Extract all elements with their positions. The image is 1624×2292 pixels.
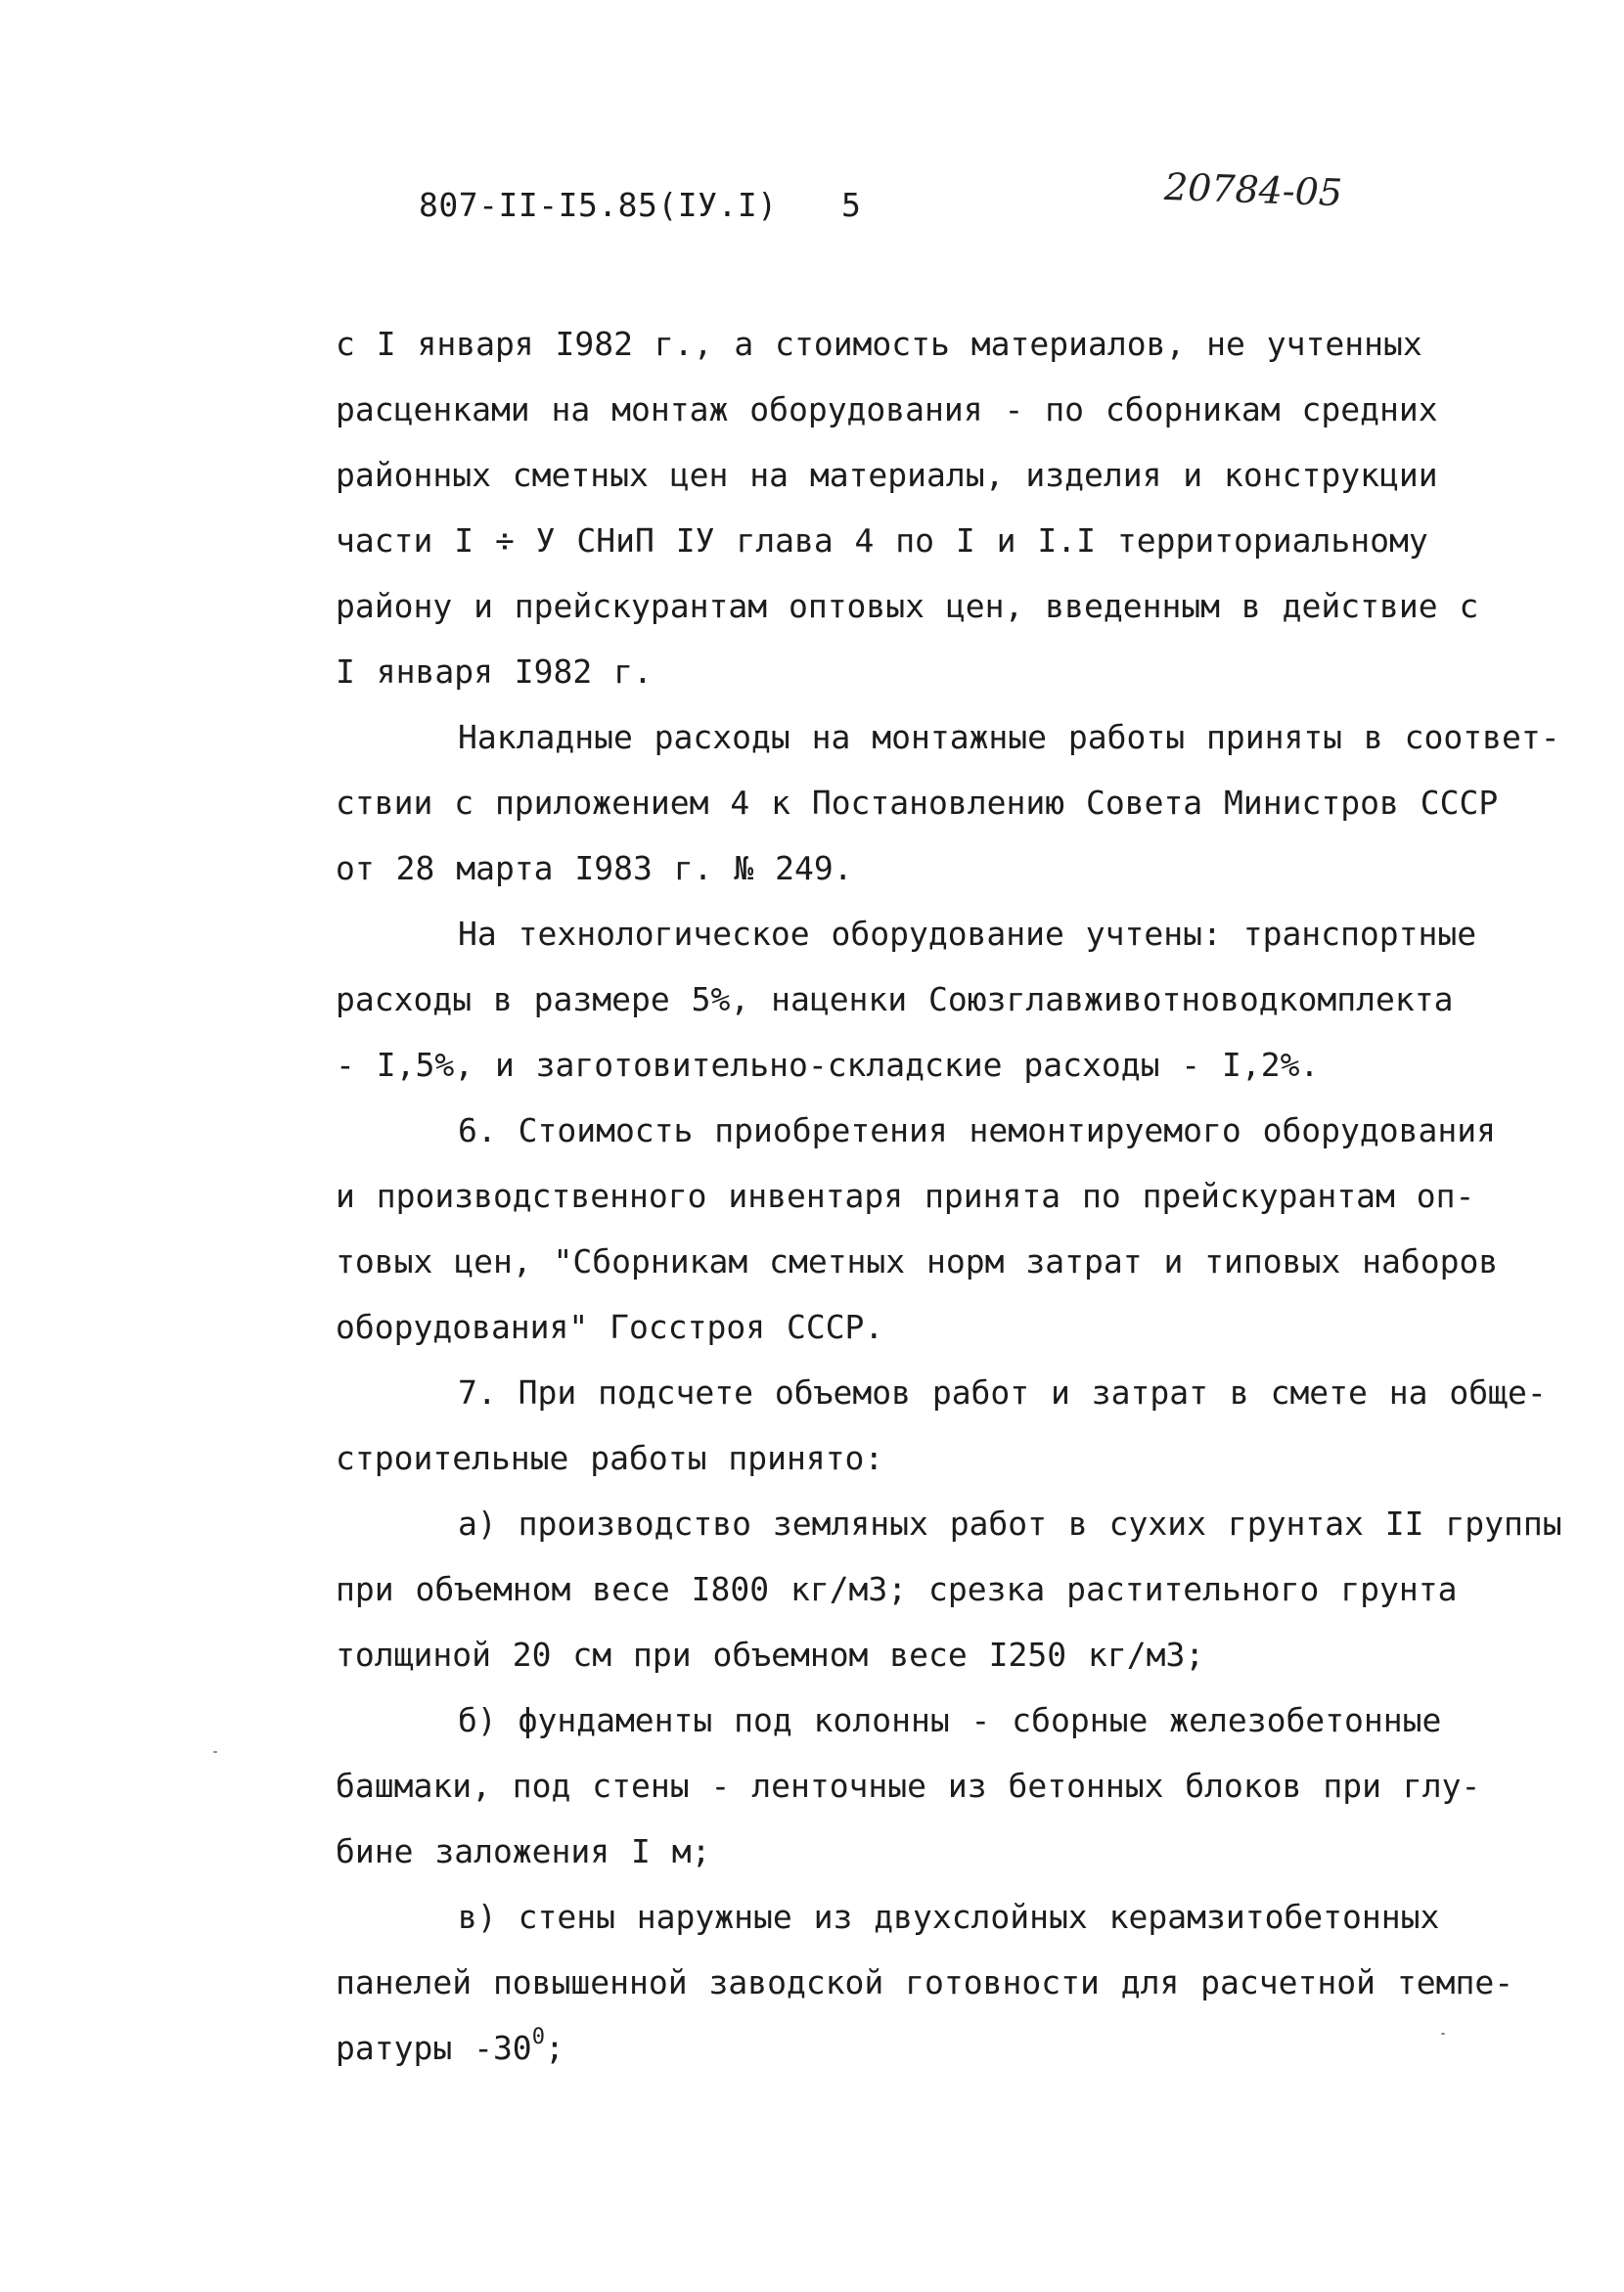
scan-speck [1441, 2033, 1445, 2035]
text-line: оборудования" Госстроя СССР. [336, 1308, 884, 1346]
text-line: ствии с приложением 4 к Постановлению Совета Министров СССР [336, 784, 1499, 822]
text-line: расценками на монтаж оборудования - по сборникам средних [336, 390, 1438, 428]
text-line: товых цен, "Сборникам сметных норм затрат и типовых наборов [336, 1242, 1499, 1281]
text-line: районных сметных цен на материалы, изделия и конструкции [336, 456, 1438, 494]
text-line: району и прейскурантам оптовых цен, введенным в действие с [336, 587, 1479, 625]
handwritten-archive-number: 20784-05 [1163, 164, 1343, 215]
text-line: а) производство земляных работ в сухих грунтах II группы [458, 1505, 1562, 1543]
text-line: На технологическое оборудование учтены: транспортные [458, 915, 1477, 953]
document-code: 807-II-I5.85(IУ.I) [419, 186, 778, 224]
text-line: 7. При подсчете объемов работ и затрат в смете на обще- [458, 1373, 1547, 1412]
text-line: бине заложения I м; [336, 1832, 711, 1870]
text-line: части I ÷ У СНиП IУ глава 4 по I и I.I территориальному [336, 521, 1428, 560]
text-line: и производственного инвентаря принята по прейскурантам оп- [336, 1177, 1475, 1215]
text-line: с I января I982 г., а стоимость материалов, не учтенных [336, 325, 1422, 363]
text-line-last: ратуры $-30^0$; [336, 2025, 564, 2067]
text-line: строительные работы принято: [336, 1439, 884, 1477]
body-text [336, 311, 1598, 2081]
degree-superscript: 0 [531, 2025, 545, 2049]
text-line: башмаки, под стены - ленточные из бетонных блоков при глу- [336, 1767, 1481, 1805]
text-line: при объемном весе I800 кг/м3; срезка растительного грунта [336, 1570, 1458, 1608]
text-line: I января I982 г. [336, 652, 653, 691]
text-line: расходы в размере 5%, наценки Союзглавживотноводкомплекта [336, 980, 1454, 1018]
page-number: 5 [841, 186, 861, 224]
text-line: панелей повышенной заводской готовности для расчетной темпе- [336, 1963, 1514, 2001]
text-line: от 28 марта I983 г. № 249. [336, 849, 853, 887]
text-line: в) стены наружные из двухслойных керамзитобетонных [458, 1898, 1440, 1936]
text-line: - I,5%, и заготовительно-складские расходы - I,2%. [336, 1046, 1320, 1084]
text-line: б) фундаменты под колонны - сборные железобетонные [458, 1701, 1442, 1739]
text-line: толщиной 20 см при объемном весе I250 кг/м3; [336, 1636, 1205, 1674]
text-line: Накладные расходы на монтажные работы приняты в соответ- [458, 718, 1560, 756]
scan-speck [213, 1751, 217, 1753]
text-line: 6. Стоимость приобретения немонтируемого оборудования [458, 1111, 1496, 1149]
